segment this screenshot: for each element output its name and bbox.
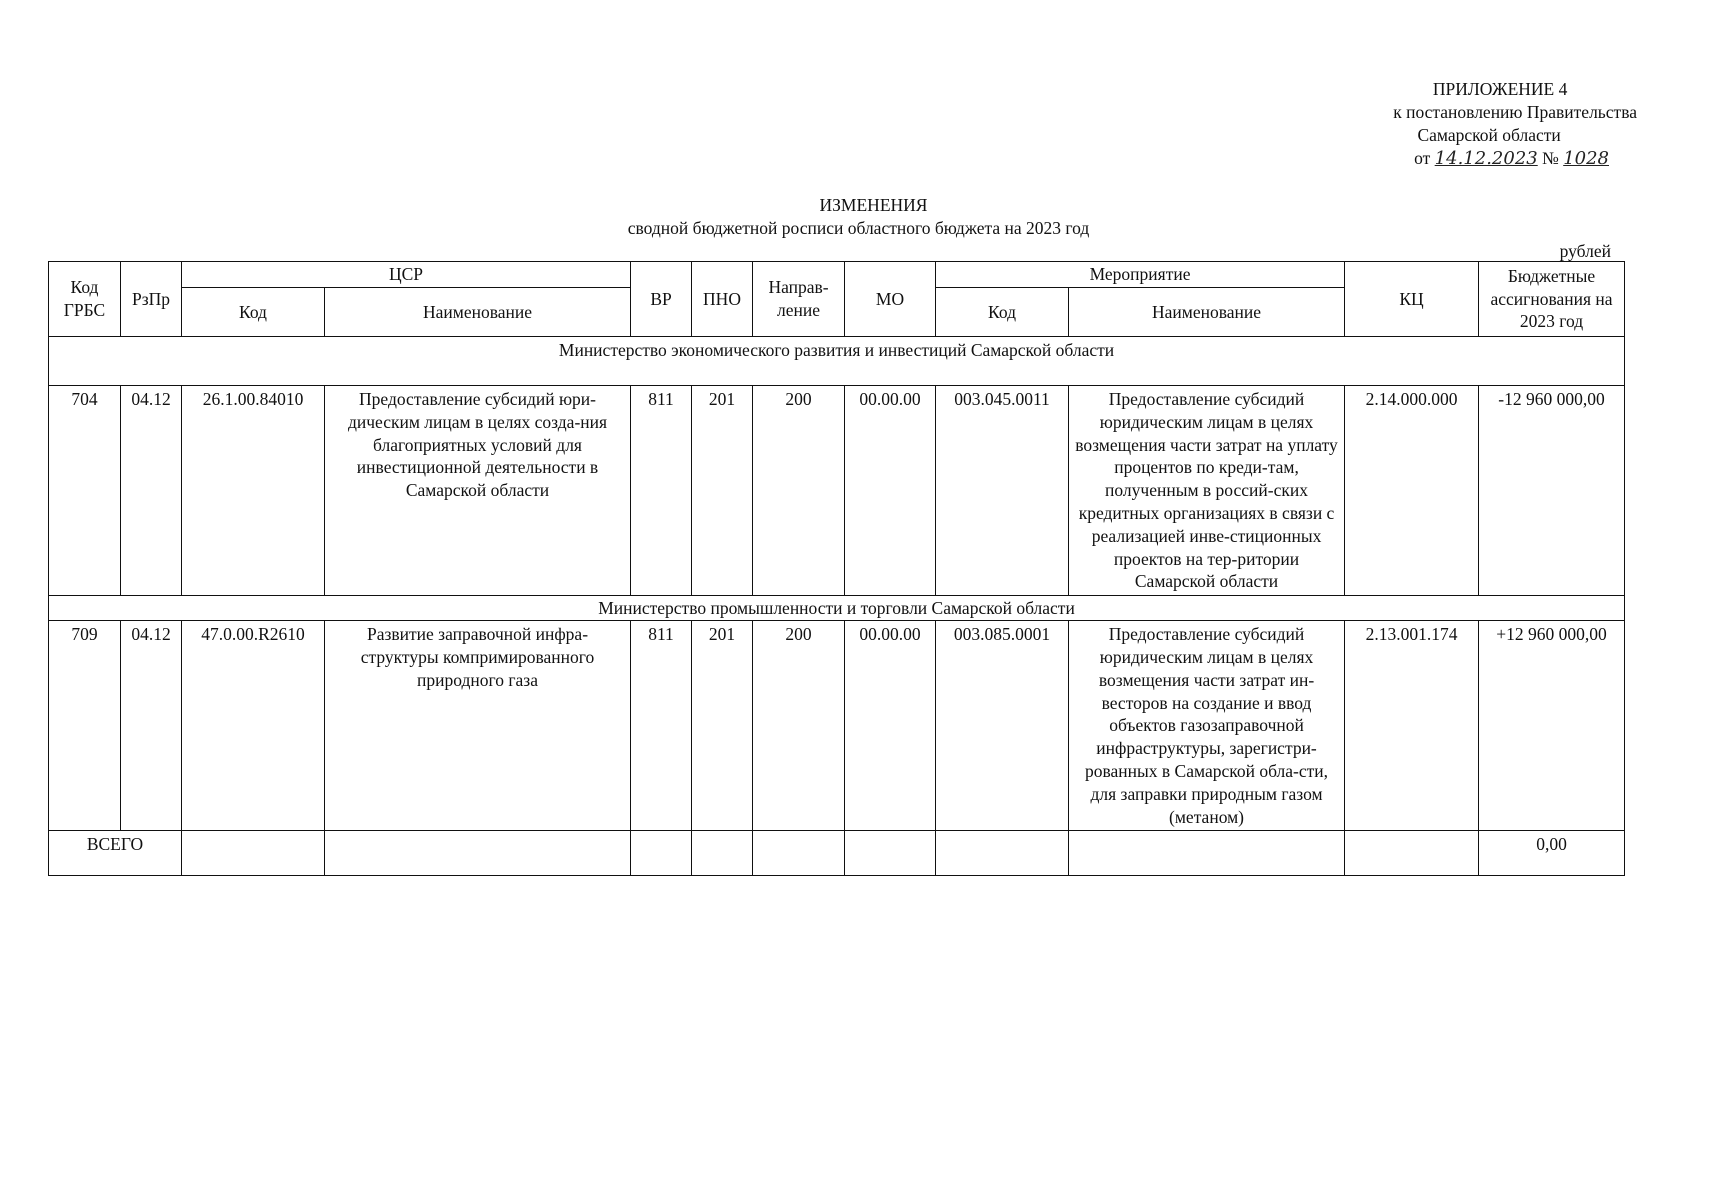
total-label: ВСЕГО [49, 831, 182, 876]
total-row [49, 831, 1625, 876]
appendix-block [1393, 78, 1637, 170]
document-title-block [0, 194, 1717, 240]
empty-cell [325, 831, 631, 876]
cell-direction: 200 [753, 386, 845, 596]
cell-csr-name: Предоставление субсидий юри-дическим лицам в целях созда-ния благоприятных условий для инвестиционной деятельности в Самарской области [325, 386, 631, 596]
cell-kc: 2.14.000.000 [1345, 386, 1479, 596]
cell-pno: 201 [692, 386, 753, 596]
ministry-row [49, 337, 1625, 386]
cell-event-code: 003.045.0011 [936, 386, 1069, 596]
cell-vr: 811 [631, 386, 692, 596]
cell-amount: +12 960 000,00 [1479, 621, 1625, 831]
cell-direction: 200 [753, 621, 845, 831]
appendix-date-line [1393, 147, 1609, 170]
cell-kc: 2.13.001.174 [1345, 621, 1479, 831]
header-kc: КЦ [1345, 262, 1479, 337]
table-row [49, 386, 1625, 596]
empty-cell [845, 831, 936, 876]
empty-cell [182, 831, 325, 876]
header-pno: ПНО [692, 262, 753, 337]
appendix-line-1: к постановлению Правительства [1393, 102, 1637, 122]
cell-event-name: Предоставление субсидий юридическим лицам в целях возмещения части затрат на уплату процентов по креди-там, полученным в россий-ских кредитных организациях в связи с реализацией инве-стиционных проектов на тер-ритории Самарской области [1069, 386, 1345, 596]
header-row-1 [49, 262, 1625, 288]
date-prefix: от [1414, 148, 1431, 168]
cell-grbs: 709 [49, 621, 121, 831]
header-csr: ЦСР [182, 262, 631, 288]
empty-cell [936, 831, 1069, 876]
header-grbs: Код ГРБС [49, 262, 121, 337]
number-prefix: № [1542, 148, 1559, 168]
cell-csr-code: 47.0.00.R2610 [182, 621, 325, 831]
cell-mo: 00.00.00 [845, 621, 936, 831]
cell-mo: 00.00.00 [845, 386, 936, 596]
header-event: Мероприятие [936, 262, 1345, 288]
empty-cell [631, 831, 692, 876]
header-budget: Бюджетные ассигнования на 2023 год [1479, 262, 1625, 337]
cell-event-name: Предоставление субсидий юридическим лицам в целях возмещения части затрат ин-весторов на создание и ввод объектов газозаправочной инфраструктуры, зарегистри-рованных в Самарской обла-сти, для заправки природным газом (метаном) [1069, 621, 1345, 831]
header-vr: ВР [631, 262, 692, 337]
document-title: ИЗМЕНЕНИЯ [819, 195, 928, 215]
cell-csr-code: 26.1.00.84010 [182, 386, 325, 596]
ministry-name: Министерство промышленности и торговли Самарской области [49, 596, 1625, 621]
header-event-name: Наименование [1069, 288, 1345, 337]
units-label: рублей [1559, 241, 1611, 261]
cell-csr-name: Развитие заправочной инфра-структуры компримированного природного газа [325, 621, 631, 831]
appendix-title: ПРИЛОЖЕНИЕ 4 [1432, 79, 1568, 99]
header-direction: Направ- ление [753, 262, 845, 337]
document-subtitle: сводной бюджетной росписи областного бюджета на 2023 год [627, 218, 1090, 238]
budget-changes-table [48, 261, 1625, 876]
cell-event-code: 003.085.0001 [936, 621, 1069, 831]
header-mo: МО [845, 262, 936, 337]
handwritten-number: 1028 [1563, 148, 1609, 169]
cell-amount: -12 960 000,00 [1479, 386, 1625, 596]
cell-rzpr: 04.12 [121, 386, 182, 596]
header-csr-name: Наименование [325, 288, 631, 337]
cell-pno: 201 [692, 621, 753, 831]
empty-cell [1069, 831, 1345, 876]
header-csr-code: Код [182, 288, 325, 337]
empty-cell [1345, 831, 1479, 876]
cell-rzpr: 04.12 [121, 621, 182, 831]
handwritten-date: 14.12.2023 [1434, 148, 1538, 169]
ministry-name: Министерство экономического развития и инвестиций Самарской области [49, 337, 1625, 386]
header-rzpr: РзПр [121, 262, 182, 337]
empty-cell [753, 831, 845, 876]
cell-grbs: 704 [49, 386, 121, 596]
appendix-line-2: Самарской области [1417, 125, 1561, 145]
total-amount: 0,00 [1479, 831, 1625, 876]
empty-cell [692, 831, 753, 876]
header-event-code: Код [936, 288, 1069, 337]
ministry-row [49, 596, 1625, 621]
table-row [49, 621, 1625, 831]
cell-vr: 811 [631, 621, 692, 831]
